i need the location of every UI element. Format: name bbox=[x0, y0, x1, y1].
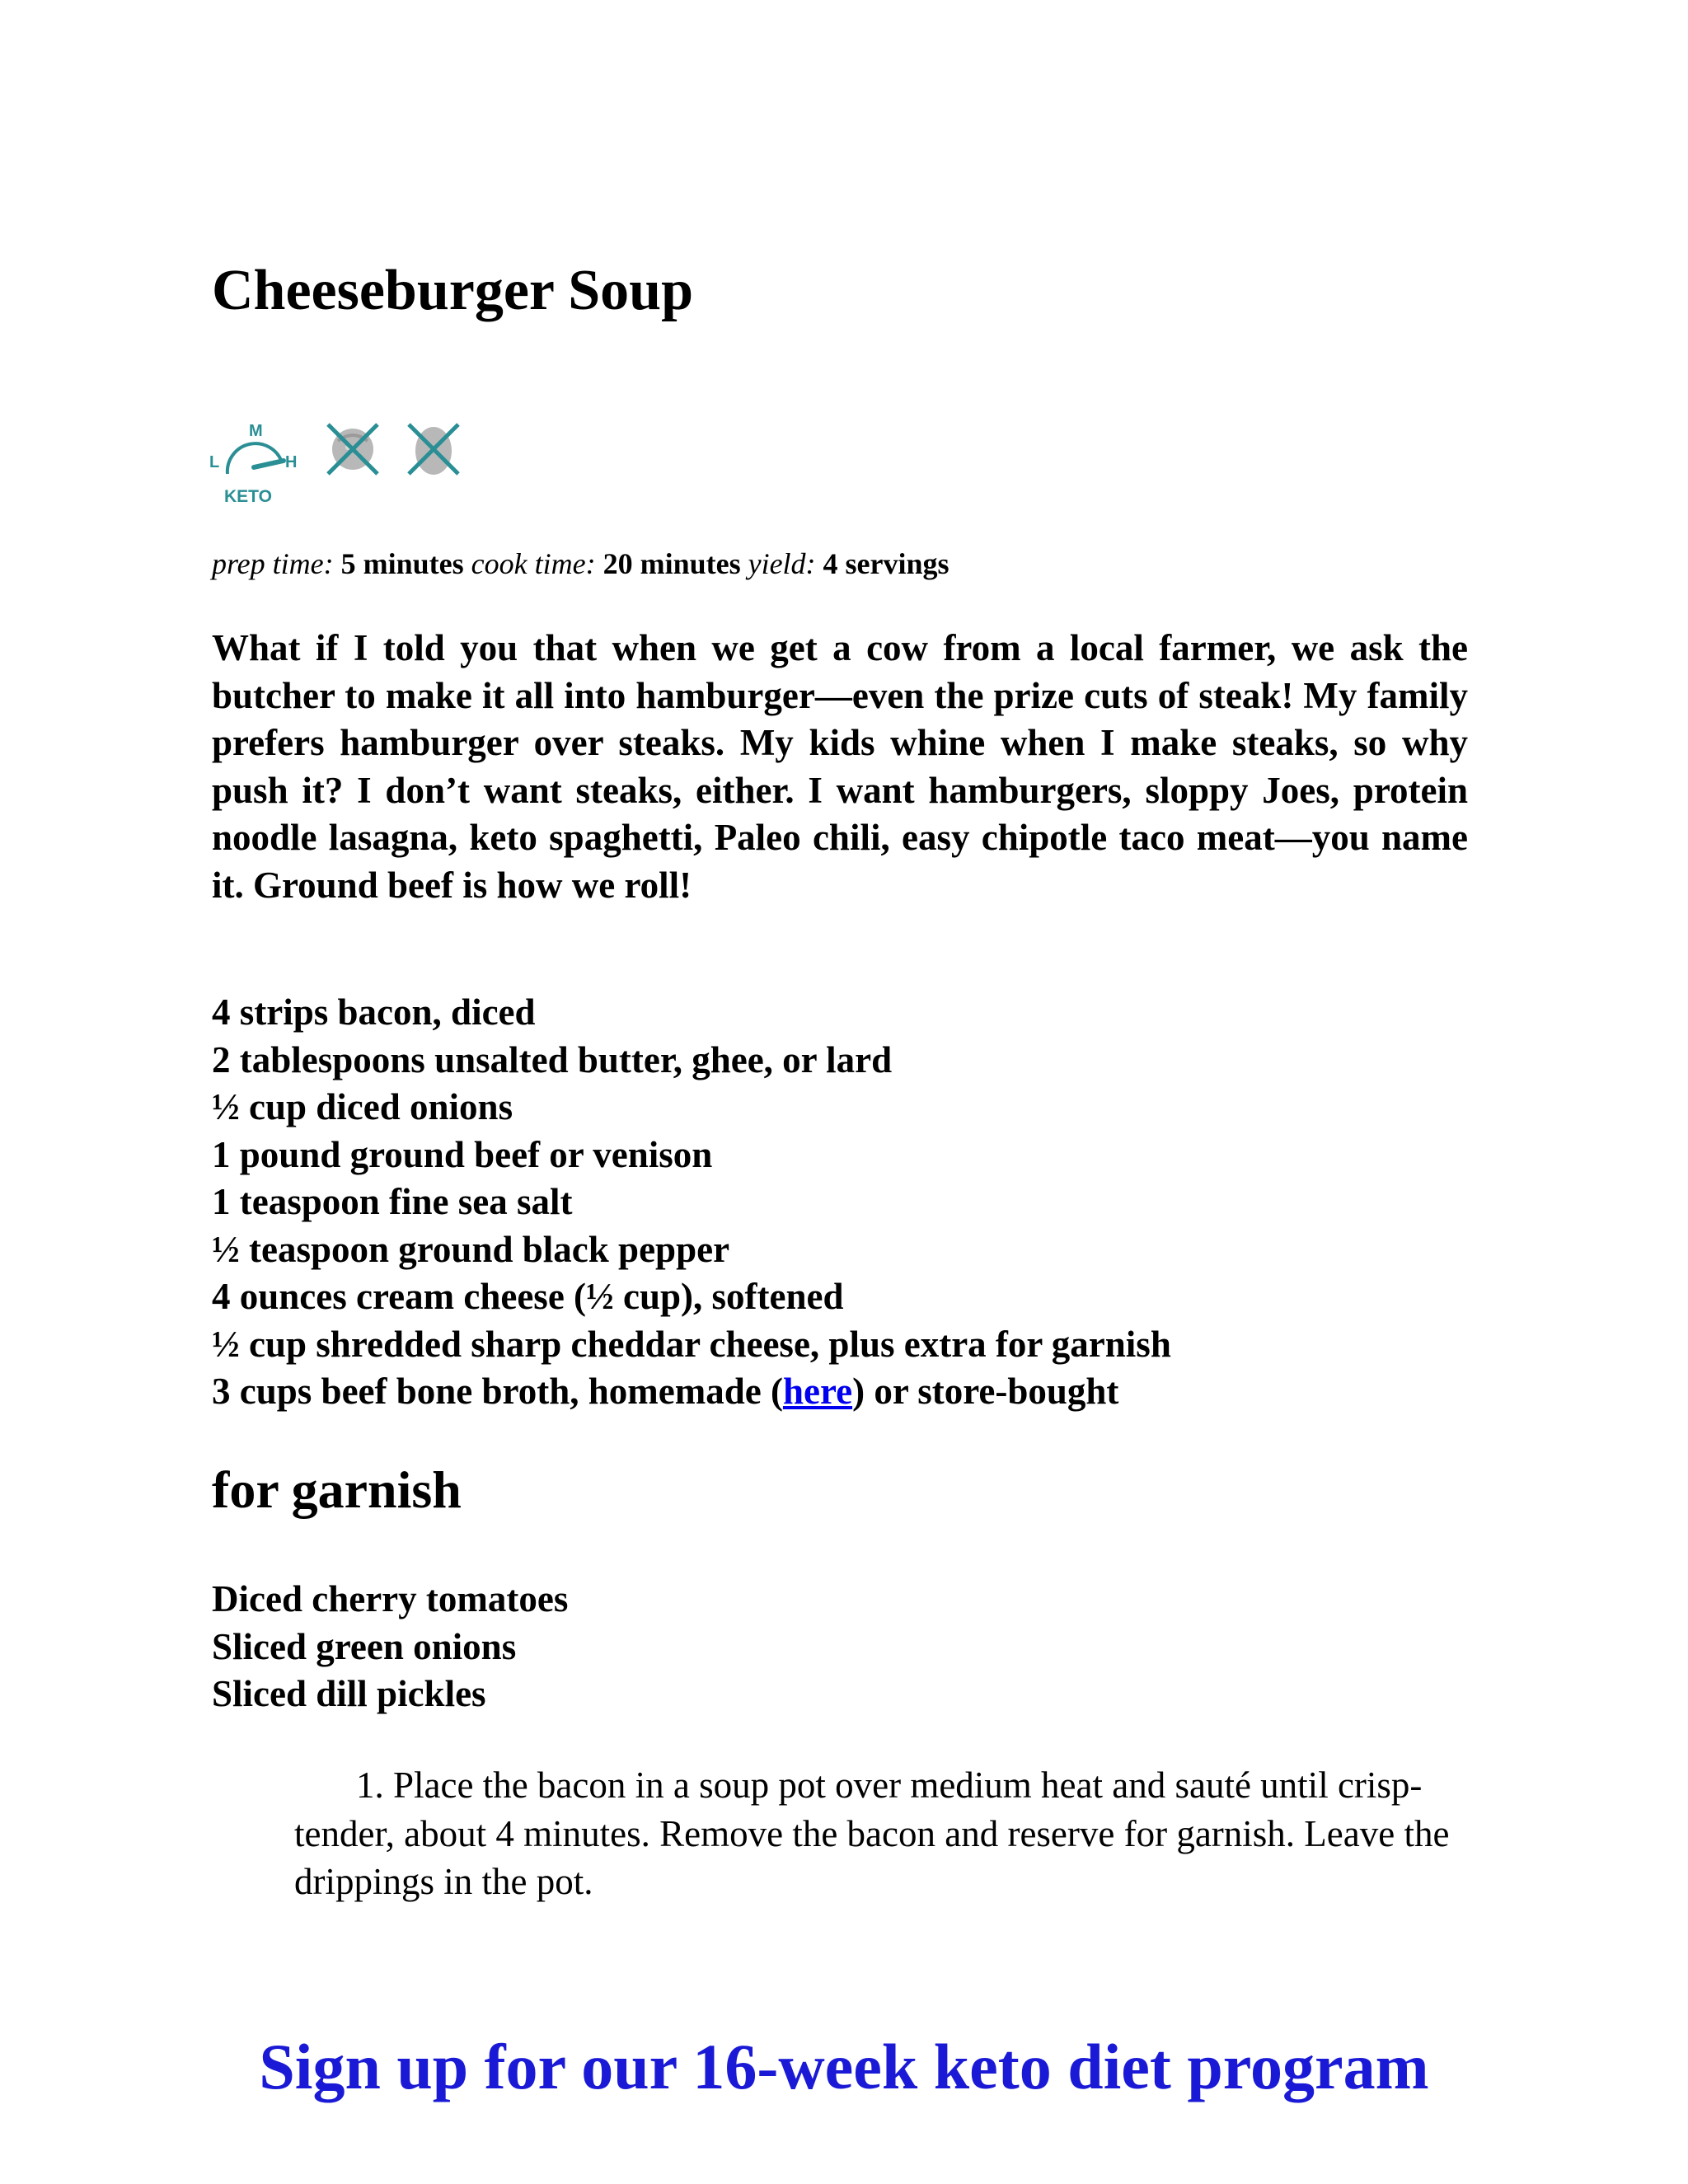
ingredient-item: 4 ounces cream cheese (½ cup), softened bbox=[212, 1276, 844, 1317]
recipe-title: Cheeseburger Soup bbox=[212, 259, 694, 322]
garnish-item: Diced cherry tomatoes bbox=[212, 1578, 569, 1619]
garnish-list bbox=[212, 1576, 568, 1718]
broth-text-before: 3 cups beef bone broth, homemade ( bbox=[212, 1371, 783, 1412]
egg-free-icon bbox=[401, 416, 467, 482]
cook-time-value: 20 minutes bbox=[603, 547, 741, 580]
svg-text:H: H bbox=[285, 453, 298, 471]
svg-text:L: L bbox=[209, 453, 220, 471]
signup-cta-link[interactable]: Sign up for our 16-week keto diet program bbox=[259, 2031, 1429, 2102]
ingredient-item: ½ cup diced onions bbox=[212, 1086, 513, 1127]
ingredient-item: ½ teaspoon ground black pepper bbox=[212, 1228, 730, 1270]
ingredient-item: 1 pound ground beef or venison bbox=[212, 1133, 713, 1175]
instructions-list bbox=[294, 1761, 1465, 1906]
broth-recipe-link[interactable]: here bbox=[782, 1371, 853, 1412]
ingredient-item-broth bbox=[212, 1368, 1531, 1416]
yield-value: 4 servings bbox=[823, 547, 950, 580]
ingredient-item: 2 tablespoons unsalted butter, ghee, or lard bbox=[212, 1038, 893, 1080]
ingredient-item: 4 strips bacon, diced bbox=[212, 991, 536, 1033]
prep-time-label: prep time: bbox=[212, 547, 334, 580]
cook-time-label: cook time: bbox=[471, 547, 596, 580]
yield-label: yield: bbox=[748, 547, 816, 580]
garnish-item: Sliced dill pickles bbox=[212, 1673, 486, 1714]
recipe-intro: What if I told you that when we get a cow from a local farmer, we ask the butcher to make it all into hamburger—even the prize cuts of steak! My family prefers hamburger over steaks. My kids whine when I make steaks, so why push it? I don’t want steaks, either. I want hamburgers, sloppy Joes, protein noodle lasagna, keto spaghetti, Paleo chili, easy chipotle taco meat—you name it. Ground beef is how we roll! bbox=[212, 627, 1468, 906]
garnish-heading: for garnish bbox=[212, 1460, 462, 1519]
recipe-meta bbox=[212, 544, 950, 583]
prep-time-value: 5 minutes bbox=[340, 547, 464, 580]
svg-text:KETO: KETO bbox=[224, 487, 272, 506]
svg-text:M: M bbox=[249, 422, 263, 440]
diet-badges bbox=[206, 416, 478, 515]
garnish-item: Sliced green onions bbox=[212, 1625, 517, 1667]
ingredient-item: ½ cup shredded sharp cheddar cheese, plus extra for garnish bbox=[212, 1323, 1171, 1365]
keto-meter-icon bbox=[206, 416, 305, 515]
ingredient-item: 1 teaspoon fine sea salt bbox=[212, 1181, 573, 1222]
broth-text-after: ) or store-bought bbox=[852, 1371, 1119, 1412]
ingredients-list bbox=[212, 989, 1531, 1416]
nut-free-icon bbox=[320, 416, 386, 482]
instruction-step: 1. Place the bacon in a soup pot over medium heat and sauté until crisp-tender, about 4 minutes. Remove the bacon and reserve for garnish. Leave the drippings in the pot. bbox=[294, 1765, 1450, 1902]
